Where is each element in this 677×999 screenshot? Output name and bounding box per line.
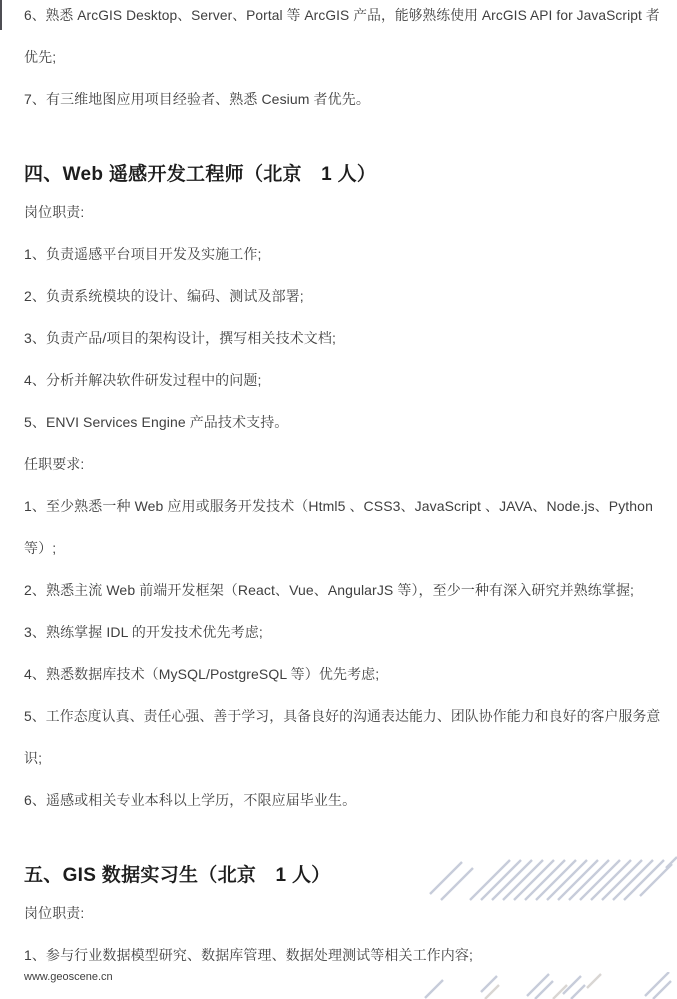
doc-line: 7、有三维地图应用项目经验者、熟悉 Cesium 者优先。 [24, 91, 370, 107]
section-heading: 四、Web 遥感开发工程师（北京 1 人） [24, 164, 377, 185]
doc-line: 6、遥感或相关专业本科以上学历，不限应届毕业生。 [24, 792, 357, 808]
doc-line: 5、ENVI Services Engine 产品技术支持。 [24, 414, 289, 430]
doc-line: 1、至少熟悉一种 Web 应用或服务开发技术（Html5 、CSS3、JavaScript 、JAVA、Node.js、Python [24, 498, 653, 514]
doc-line: 6、熟悉 ArcGIS Desktop、Server、Portal 等 ArcGIS 产品，能够熟练使用 ArcGIS API for JavaScript 者 [24, 7, 660, 23]
doc-line: 2、负责系统模块的设计、编码、测试及部署; [24, 288, 304, 304]
doc-line: 4、分析并解决软件研发过程中的问题; [24, 372, 262, 388]
doc-line: 3、负责产品/项目的架构设计，撰写相关技术文档; [24, 330, 336, 346]
doc-line: 3、熟练掌握 IDL 的开发技术优先考虑; [24, 624, 263, 640]
doc-line: 岗位职责: [24, 204, 85, 220]
doc-line: 识; [24, 750, 43, 766]
doc-line: 5、工作态度认真、责任心强、善于学习，具备良好的沟通表达能力、团队协作能力和良好的客户服务意 [24, 708, 661, 724]
diagonal-stripes-decoration-bottom [423, 972, 677, 999]
doc-line: 2、熟悉主流 Web 前端开发框架（React、Vue、AngularJS 等），至少一种有深入研究并熟练掌握; [24, 582, 635, 598]
doc-line: 任职要求: [24, 456, 85, 472]
doc-line: 1、负责遥感平台项目开发及实施工作; [24, 246, 262, 262]
doc-line: 4、熟悉数据库技术（MySQL/PostgreSQL 等）优先考虑; [24, 666, 380, 682]
doc-line: 1、参与行业数据模型研究、数据库管理、数据处理测试等相关工作内容; [24, 947, 473, 963]
footer-url: www.geoscene.cn [24, 971, 113, 983]
doc-line: 优先; [24, 49, 57, 65]
doc-line: 等）; [24, 540, 57, 556]
doc-line: 岗位职责: [24, 905, 85, 921]
diagonal-stripes-icon [423, 972, 677, 999]
section-heading: 五、GIS 数据实习生（北京 1 人） [24, 865, 331, 886]
